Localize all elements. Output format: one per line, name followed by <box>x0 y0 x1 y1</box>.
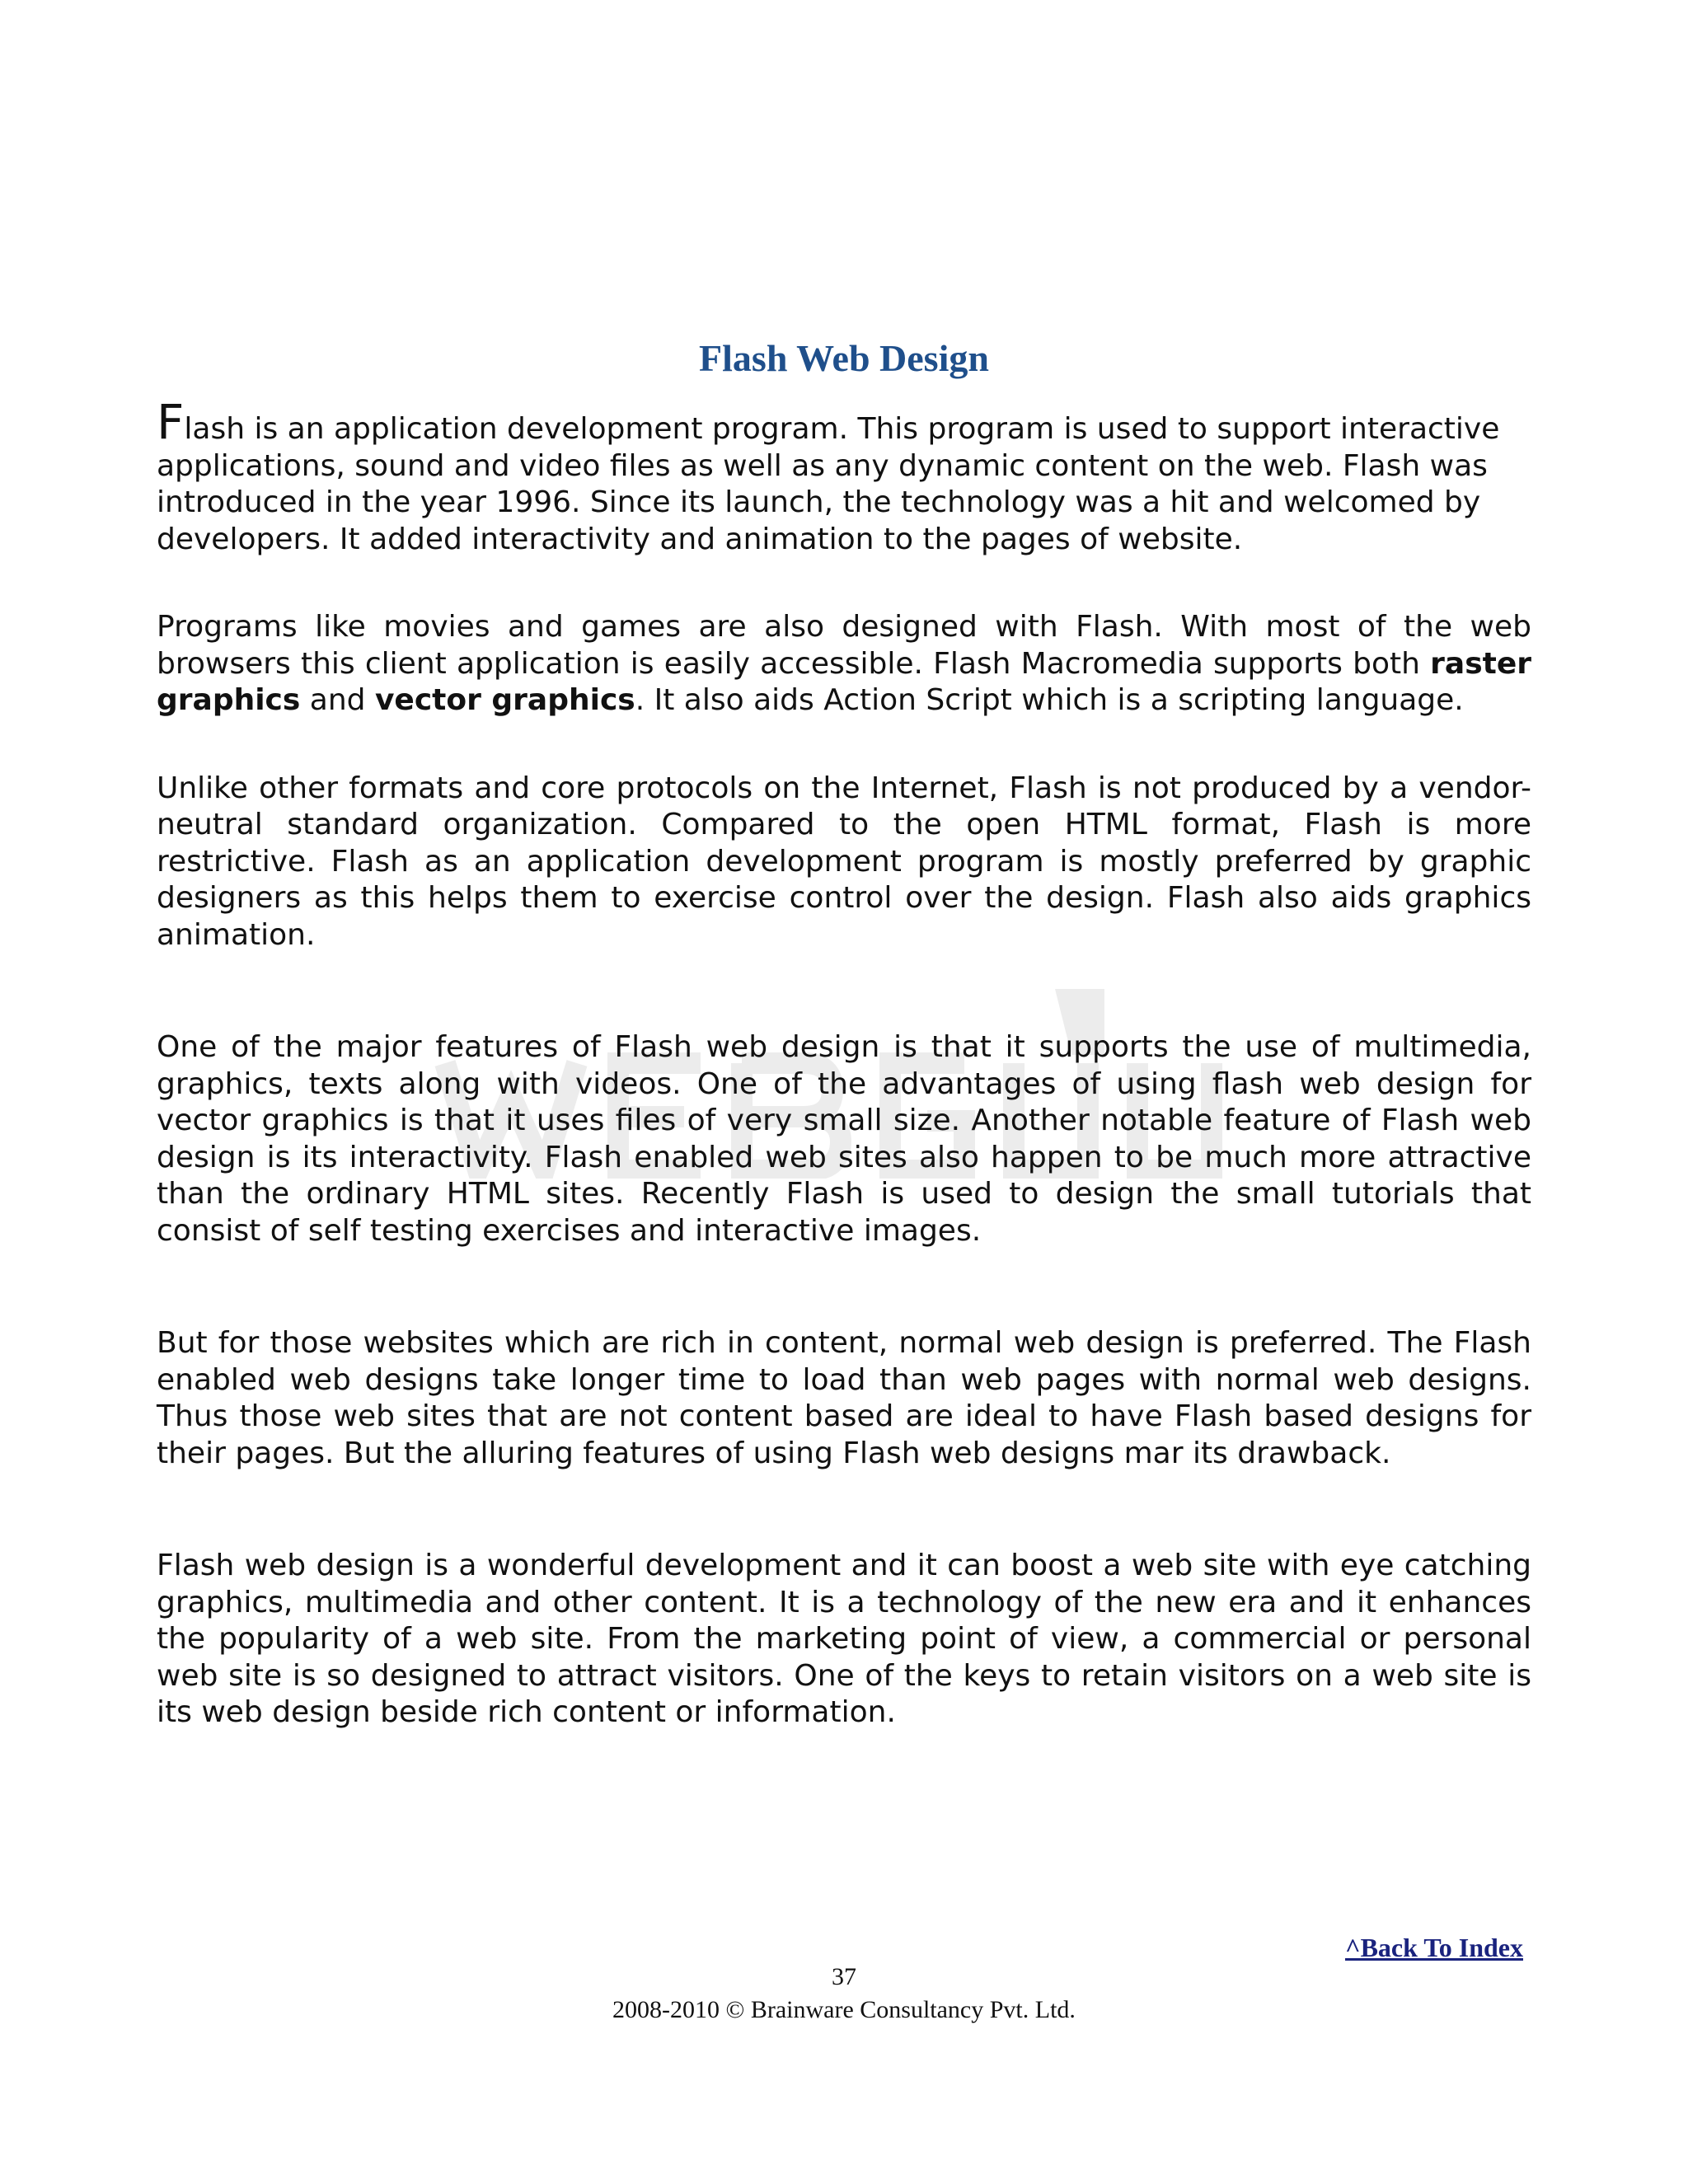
document-body <box>157 394 1531 1732</box>
paragraph-2-text-b: and <box>300 683 375 717</box>
paragraph-5: But for those websites which are rich in content, normal web design is preferred. The Flash enabled web designs take longer time to load than web pages with normal web designs. Thus those web sites that are not content based are ideal to have Flash based designs for their pages. But the alluring features of using Flash web designs mar its drawback. <box>157 1326 1531 1470</box>
page-title: Flash Web Design <box>699 337 989 379</box>
paragraph-3: Unlike other formats and core protocols on the Internet, Flash is not produced by a vendor-neutral standard organization. Compared to the open HTML format, Flash is more restrictive. Flash as an application development program is mostly preferred by graphic designers as this helps them to exercise control over the design. Flash also aids graphics animation. <box>157 771 1531 952</box>
paragraph-2 <box>157 609 1531 719</box>
drop-cap: F <box>157 394 185 450</box>
paragraph-1-text: lash is an application development program. This program is used to support interactive applications, sound and video files as well as any dynamic content on the web. Flash was introduced in the year 1996. Since its launch, the technology was a hit and welcomed by developers. It added interactivity and animation to the pages of website. <box>157 412 1500 556</box>
paragraph-2-text-a: Programs like movies and games are also designed with Flash. With most of the web browsers this client application is easily accessible. Flash Macromedia supports both <box>157 610 1531 681</box>
paragraph-6: Flash web design is a wonderful development and it can boost a web site with eye catching graphics, multimedia and other content. It is a technology of the new era and it enhances the popularity of a web site. From the marketing point of view, a commercial or personal web site is so designed to attract visitors. One of the keys to retain visitors on a web site is its web design beside rich content or information. <box>157 1549 1531 1729</box>
paragraph-1 <box>157 394 1531 558</box>
back-to-index-link[interactable]: ^Back To Index <box>1344 1933 1523 1962</box>
bold-raster-graphics: raster graphics <box>157 646 1531 717</box>
paragraph-2-text-c: . It also aids Action Script which is a scripting language. <box>635 683 1464 717</box>
copyright-notice: 2008-2010 © Brainware Consultancy Pvt. Ltd. <box>612 1996 1076 2023</box>
paragraph-4: One of the major features of Flash web design is that it supports the use of multimedia, graphics, texts along with videos. One of the advantages of using flash web design for vector graphics is that it uses files of very small size. Another notable feature of Flash web design is its interactivity. Flash enabled web sites also happen to be much more attractive than the ordinary HTML sites. Recently Flash is used to design the small tutorials that consist of self testing exercises and interactive images. <box>157 1030 1531 1248</box>
page-number: 37 <box>832 1963 856 1990</box>
bold-vector-graphics: vector graphics <box>374 683 635 717</box>
